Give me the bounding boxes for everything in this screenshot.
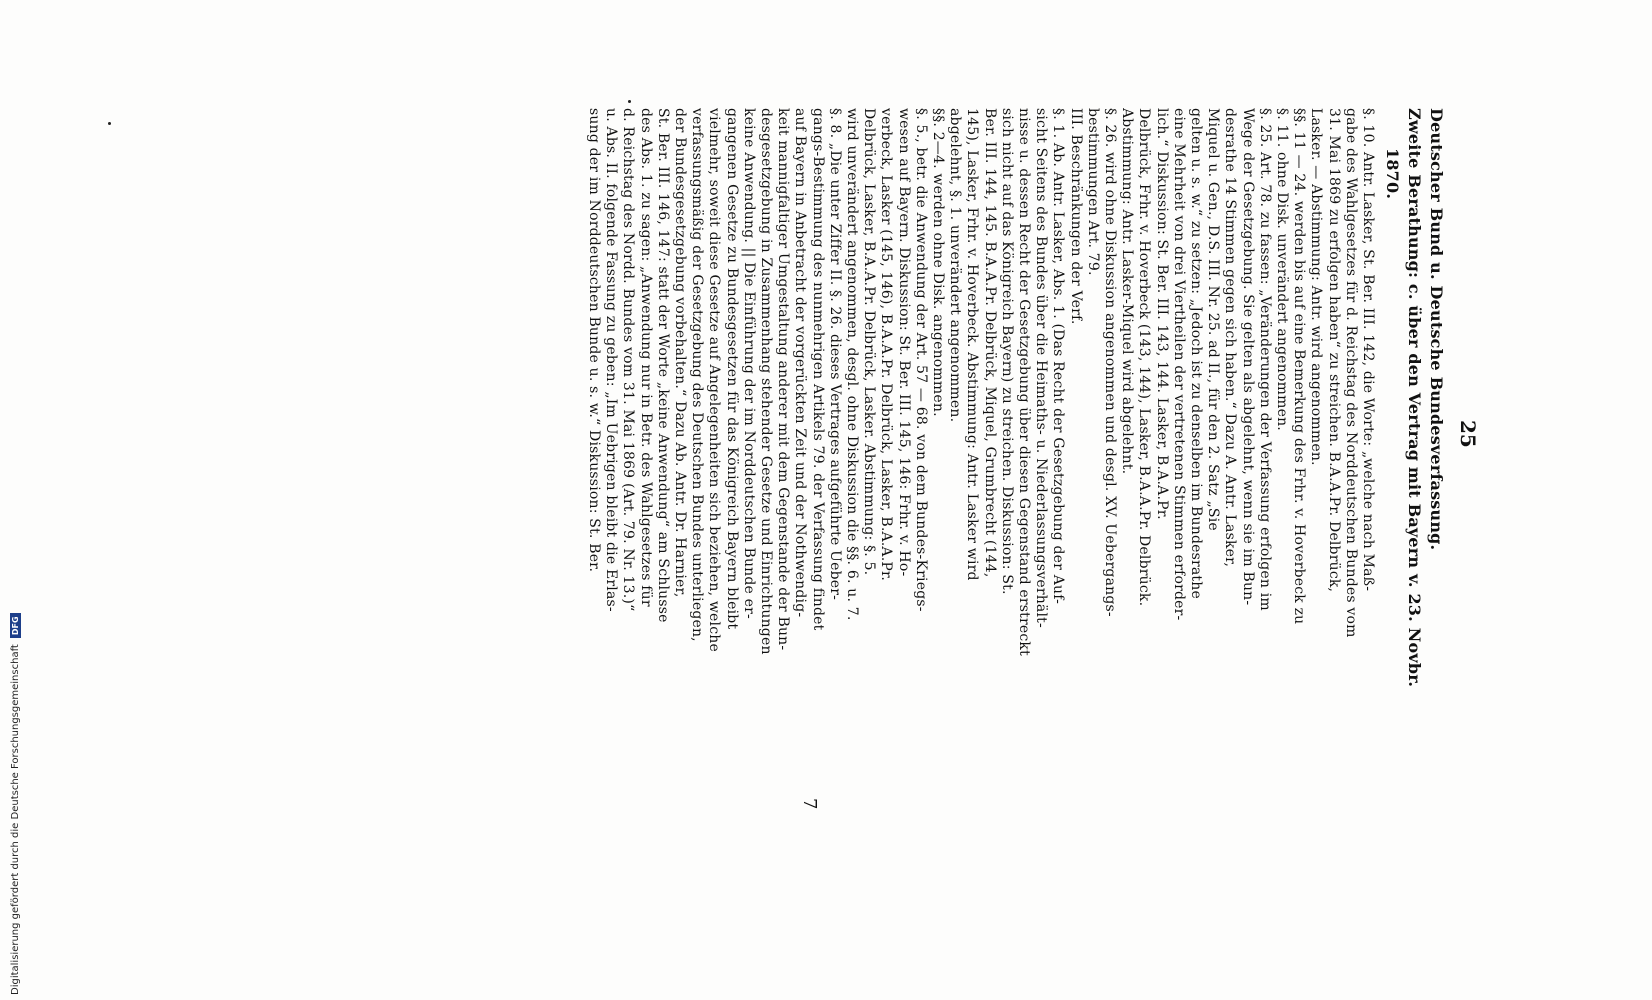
text-line: St. Ber. III. 146, 147: statt der Worte „keine Anwendung“ am Schlusse [654, 108, 671, 623]
text-line: Abstimmung: Antr. Lasker-Miquel wird abgelehnt. [1119, 108, 1136, 475]
text-line: gabe des Wahlgesetzes für d. Reichstag des Norddeutschen Bundes vom [1342, 108, 1359, 638]
text-line: §. 26. wird ohne Diskussion angenommen und desgl. XV. Uebergangs- [1102, 108, 1118, 617]
text-line: Wege der Gesetzgebung. Sie gelten als abgelehnt, wenn sie im Bun- [1239, 108, 1256, 606]
text-line: Delbrück, Lasker, B.A.A.Pr. Delbrück, Lasker. Abstimmung: §. 5. [861, 108, 878, 576]
text-line: sung der im Norddeutschen Bunde u. s. w.“ Diskussion: St. Ber. [586, 108, 602, 573]
text-line: auf Bayern in Anbetracht der vorgerückten Zeit und der Nothwendig- [792, 108, 809, 618]
text-line: §. 25. Art. 78. zu fassen: „Veränderungen der Verfassung erfolgen im [1256, 108, 1273, 611]
footer-text: Digitalisierung gefördert durch die Deutsche Forschungsgemeinschaft [9, 644, 21, 995]
text-line: gangs-Bestimmung des nunmehrigen Artikels 79. der Verfassung findet [809, 108, 826, 631]
text-line: III. Beschränkungen der Verf. [1067, 108, 1084, 325]
digitization-footer [6, 575, 24, 995]
text-line: sicht Seitens des Bundes über die Heimaths- u. Niederlassungsverhält- [1033, 108, 1050, 628]
signature-mark: 7 [799, 798, 820, 810]
text-line: u. Abs. II. folgende Fassung zu geben: „Im Uebrigen bleibt die Erlas- [603, 108, 620, 612]
text-line: keine Anwendung. || Die Einführung der im Norddeutschen Bunde er- [740, 108, 757, 619]
text-line: §. 8. „Die unter Ziffer II. §. 26. dieses Vertrages aufgeführte Ueber- [826, 108, 843, 601]
text-line: sich nicht auf das Königreich Bayern) zu streichen. Diskussion: St. [998, 108, 1015, 595]
dfg-logo: DFG [10, 613, 21, 638]
text-line: verfassungsmäßig der Gesetzgebung des Deutschen Bundes unterliegen, [689, 108, 706, 642]
text-line: §. 10. Antr. Lasker, St. Ber. III. 142, die Worte: „welche nach Maß- [1360, 108, 1376, 592]
text-line: abgelehnt, §. 1. unverändert angenommen. [947, 108, 964, 423]
text-line: Delbrück, Frhr. v. Hoverbeck (143, 144), Lasker, B.A.A.Pr. Delbrück. [1136, 108, 1153, 607]
text-line: wesen auf Bayern. Diskussion: St. Ber. III. 145, 146: Frhr. v. Ho- [895, 108, 912, 577]
text-line: bestimmungen Art. 79. [1084, 108, 1101, 276]
scan-speck [108, 122, 111, 125]
heading-year: 1870. [1383, 148, 1402, 200]
text-line: 145), Lasker, Frhr. v. Hoverbeck. Abstimmung: Antr. Lasker wird [964, 108, 981, 581]
text-line: §. 1. Ab. Antr. Lasker, Abs. 1. (Das Recht der Gesetzgebung der Auf- [1050, 108, 1067, 605]
text-line: gelten u. s. w.“ zu setzen: „Jedoch ist zu denselben im Bundesrathe [1188, 108, 1204, 599]
text-line: vielmehr, soweit diese Gesetze auf Angelegenheiten sich beziehen, welche [706, 108, 723, 652]
text-line: d. Reichstag des Nordd. Bundes vom 31. Mai 1869 (Art. 79. Nr. 13.)“ [620, 108, 637, 612]
text-line: desrathe 14 Stimmen gegen sich haben.“ Dazu A. Antr. Lasker, [1222, 108, 1239, 568]
text-line: §§. 11 — 24. werden bis auf eine Bemerkung des Frhr. v. Hoverbeck zu [1291, 108, 1308, 625]
scan-speck [628, 100, 631, 103]
text-line: wird unverändert angenommen, desgl. ohne Diskussion die §§. 6. u. 7. [844, 108, 860, 621]
section-heading: Deutscher Bund u. Deutsche Bundesverfassung. [1427, 108, 1446, 551]
page-text-block [586, 108, 1480, 810]
text-line: keit mannigfaltiger Umgestaltung anderer mit dem Gegenstande der Bun- [775, 108, 792, 651]
text-line: 31. Mai 1869 zu erfolgen haben“ zu streichen. B.A.A.Pr. Delbrück, [1325, 108, 1342, 593]
rotated-page-content [586, 108, 1480, 810]
text-line: Ber. III. 144, 145. B.A.A.Pr. Delbrück, Miquel, Grumbrecht (144, [981, 108, 998, 578]
section-subheading: Zweite Berathung: c. über den Vertrag mit Bayern v. 23. Novbr. [1405, 108, 1424, 688]
text-line: gangenen Gesetze zu Bundesgesetzen für das Königreich Bayern bleibt [723, 108, 740, 630]
text-line: §. 5., betr. die Anwendung der Art. 57 — 68. von dem Bundes-Kriegs- [912, 108, 929, 612]
text-line: Lasker. — Abstimmung: Antr. wird angenommen. [1308, 108, 1325, 466]
text-line: desgesetzgebung in Zusammenhang stehender Gesetze und Einrichtungen [758, 108, 774, 655]
text-line: nisse u. dessen Recht der Gesetzgebung über diesen Gegenstand erstreckt [1016, 108, 1032, 656]
page-number: 25 [1456, 420, 1480, 448]
text-line: des Abs. 1. zu sagen: „Anwendung nur in Betr. des Wahlgesetzes für [637, 108, 654, 607]
text-line: Miquel u. Gen., D.S. III. Nr. 25. ad II., für den 2. Satz „Sie [1205, 108, 1222, 531]
text-line: verbeck, Lasker (145, 146), B.A.A.Pr. Delbrück, Lasker, B.A.A.Pr. [878, 108, 895, 582]
text-line: eine Mehrheit von drei Viertheilen der vertretenen Stimmen erforder- [1170, 108, 1187, 621]
text-line: lich.“ Diskussion: St. Ber. III. 143, 144. Lasker, B.A.A.Pr. [1153, 108, 1170, 520]
text-line: der Bundesgesetzgebung vorbehalten.“ Dazu Ab. Antr. Dr. Harnier, [672, 108, 688, 598]
text-line: §. 11. ohne Disk. unverändert angenommen. [1274, 108, 1290, 431]
text-line: §§. 2—4. werden ohne Disk. angenommen. [930, 108, 946, 417]
